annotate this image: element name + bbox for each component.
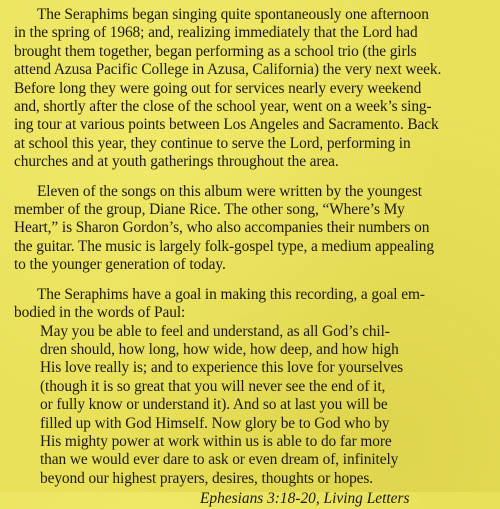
text-line: Eleven of the songs on this album were written by the youngest: [37, 182, 422, 200]
text-line: Heart,” is Sharon Gordon’s, who also accompanies their numbers on: [14, 219, 430, 237]
quote-line: (though it is so great that you will never see the end of it,: [40, 377, 386, 395]
text-line: member of the group, Diane Rice. The other song, “Where’s My: [14, 201, 405, 219]
quote-line: May you be able to feel and understand, as all God’s chil-: [40, 322, 390, 340]
text-line: churches and at youth gatherings throughout the area.: [14, 153, 339, 171]
paragraph-history: [14, 6, 490, 172]
quote-line: beyond our highest prayers, desires, thoughts or hopes.: [40, 469, 374, 487]
text-line: ing tour at various points between Los Angeles and Sacramento. Back: [14, 116, 439, 134]
quote-line: His mighty power at work within us is able to do far more: [40, 432, 392, 450]
text-line: brought them together, began performing as a school trio (the girls: [14, 42, 417, 60]
text-line: The Seraphims began singing quite spontaneously one afternoon: [37, 6, 429, 23]
quote-line: or fully know or understand it). And so at last you will be: [40, 396, 388, 414]
text-line: The Seraphims have a goal in making this recording, a goal em-: [37, 285, 425, 303]
paragraph-gap: [14, 172, 490, 183]
text-line: bodied in the words of Paul:: [14, 304, 186, 322]
scripture-citation: Ephesians 3:18-20, Living Letters: [200, 490, 410, 508]
text-line: to the younger generation of today.: [14, 256, 226, 274]
text-line: in the spring of 1968; and, realizing immediately that the Lord had: [14, 24, 418, 42]
text-line: and, shortly after the close of the school year, went on a week’s sing-: [14, 98, 432, 116]
text-line: the guitar. The music is largely folk-gospel type, a medium appealing: [14, 237, 434, 255]
paragraph-gap: [14, 275, 490, 286]
text-line: attend Azusa Pacific College in Azusa, California) the very next week.: [14, 61, 442, 79]
quote-line: His love really is; and to experience this love for yourselves: [40, 359, 404, 377]
scripture-quote: [14, 323, 490, 489]
quote-line: than we would ever dare to ask or even dream of, infinitely: [40, 451, 399, 469]
quote-line: filled up with God Himself. Now glory be to God who by: [40, 414, 390, 432]
text-line: at school this year, they continue to serve the Lord, performing in: [14, 134, 411, 152]
quote-line: dren should, how long, how wide, how deep, and how high: [40, 340, 399, 358]
paragraph-goal: [14, 286, 490, 323]
paragraph-songs: [14, 183, 490, 275]
text-line: Before long they were going out for services nearly every weekend: [14, 79, 422, 97]
